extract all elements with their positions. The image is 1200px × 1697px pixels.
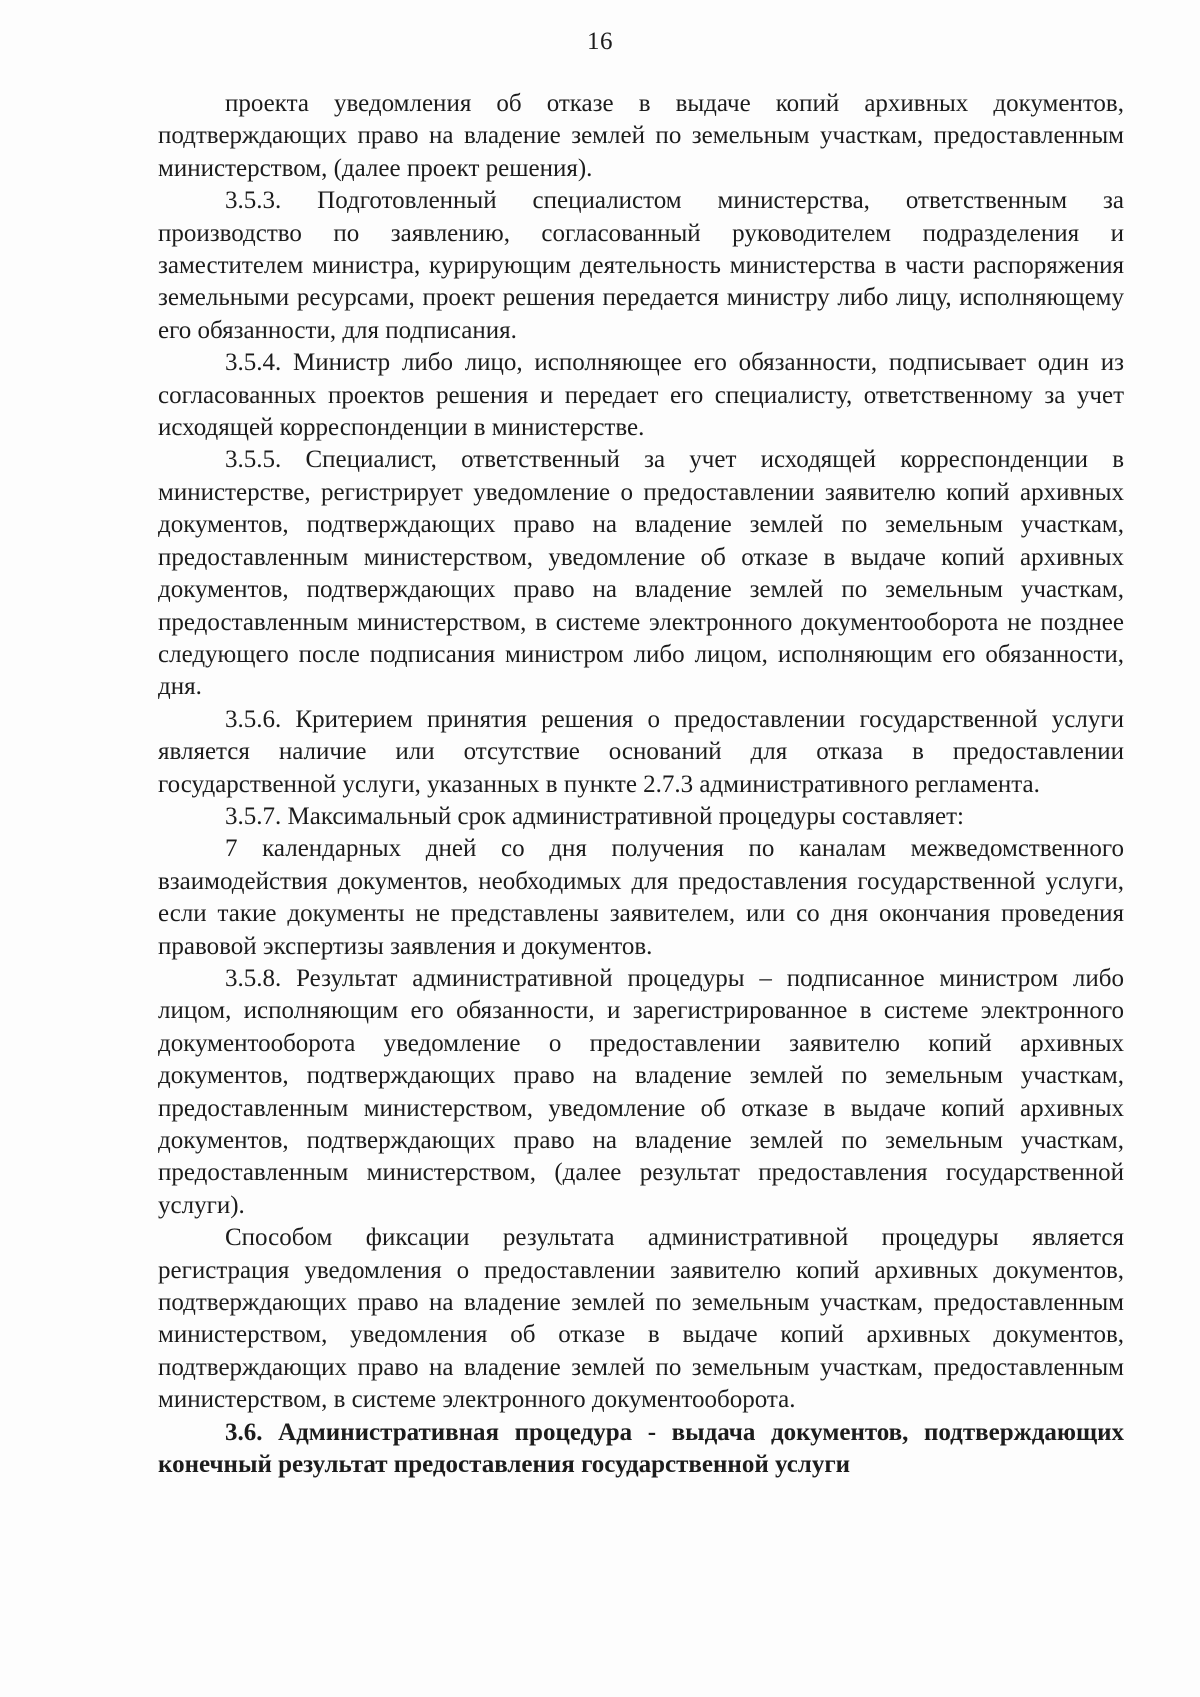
section-heading-3-6: 3.6. Административная процедура - выдача документов, подтверждающих конечный результат предоставления государственной услуги bbox=[158, 1418, 1124, 1479]
paragraph-3-5-7: 3.5.7. Максимальный срок административной процедуры составляет: bbox=[225, 802, 964, 830]
paragraph-continuation: проекта уведомления об отказе в выдаче копий архивных документов, подтверждающих право на владение землей по земельным участкам, предоставленным министерством, (далее проект решения). bbox=[158, 90, 1124, 182]
paragraph-3-5-7-term: 7 календарных дней со дня получения по каналам межведомственного взаимодействия документов, необходимых для предоставления государственной услуги, если такие документы не представлены заявителем, или со дня окончания проведения правовой экспертизы заявления и документов. bbox=[158, 835, 1124, 960]
paragraph-fixation-method: Способом фиксации результата административной процедуры является регистрация уведомления о предоставлении заявителю копий архивных документов, подтверждающих право на владение землей по земельным участкам, предоставленным министерством, уведомления об отказе в выдаче копий архивных документов, подтверждающих право на владение землей по земельным участкам, предоставленным министерством, в системе электронного документооборота. bbox=[158, 1224, 1124, 1414]
paragraph-3-5-5: 3.5.5. Специалист, ответственный за учет исходящей корреспонденции в министерстве, регистрирует уведомление о предоставлении заявителю копий архивных документов, подтверждающих право на владение землей по земельным участкам, предоставленным министерством, уведомление об отказе в выдаче копий архивных документов, подтверждающих право на владение землей по земельным участкам, предоставленным министерством, в системе электронного документооборота не позднее следующего после подписания министром либо лицом, исполняющим его обязанности, дня. bbox=[158, 446, 1124, 701]
document-body bbox=[158, 88, 1124, 1481]
paragraph-3-5-8: 3.5.8. Результат административной процедуры – подписанное министром либо лицом, исполняющим его обязанности, и зарегистрированное в системе электронного документооборота уведомление о предоставлении заявителю копий архивных документов, подтверждающих право на владение землей по земельным участкам, предоставленным министерством, уведомление об отказе в выдаче копий архивных документов, подтверждающих право на владение землей по земельным участкам, предоставленным министерством, (далее результат предоставления государственной услуги). bbox=[158, 964, 1124, 1219]
page-number: 16 bbox=[587, 28, 613, 55]
paragraph-3-5-6: 3.5.6. Критерием принятия решения о предоставлении государственной услуги является наличие или отсутствие оснований для отказа в предоставлении государственной услуги, указанных в пункте 2.7.3 административного регламента. bbox=[158, 705, 1124, 798]
paragraph-3-5-3: 3.5.3. Подготовленный специалистом министерства, ответственным за производство по заявлению, согласованный руководителем подразделения и заместителем министра, курирующим деятельность министерства в части распоряжения земельными ресурсами, проект решения передается министру либо лицу, исполняющему его обязанности, для подписания. bbox=[158, 187, 1124, 344]
paragraph-3-5-4: 3.5.4. Министр либо лицо, исполняющее его обязанности, подписывает один из согласованных проектов решения и передает его специалисту, ответственному за учет исходящей корреспонденции в министерстве. bbox=[158, 349, 1124, 442]
